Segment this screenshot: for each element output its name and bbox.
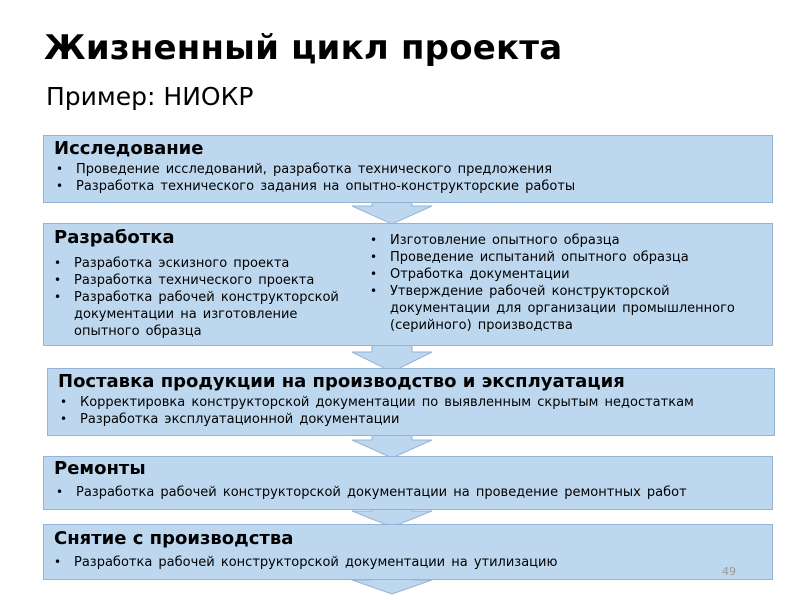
list-item: • Корректировка конструкторской документации по выявленным скрытым недостаткам [56,394,766,411]
stage-development-list-right [366,232,762,334]
list-item: • Утверждение рабочей конструкторской документации для организации промышленного (серийного) производства [366,283,762,334]
stage-production [47,368,775,436]
slide-subtitle: Пример: НИОКР [46,82,254,111]
stage-research-list [52,161,752,195]
stage-development [43,223,773,346]
list-item: • Разработка рабочей конструкторской документации на изготовление опытного образца [50,289,362,340]
stage-development-title: Разработка [54,227,175,248]
stage-repairs-list [52,484,762,501]
list-item: • Разработка рабочей конструкторской документации на утилизацию [50,554,710,571]
list-item: • Разработка эксплуатационной документации [56,411,766,428]
arrow-decommissioning-end [352,578,432,596]
stage-decommissioning-list [50,554,710,571]
list-item: • Проведение испытаний опытного образца [366,249,762,266]
list-item: • Отработка документации [366,266,762,283]
stage-repairs [43,456,773,510]
stage-production-title: Поставка продукции на производство и эксплуатация [58,371,625,392]
stage-decommissioning-title: Снятие с производства [54,528,294,549]
stage-repairs-title: Ремонты [54,458,146,479]
slide-title: Жизненный цикл проекта [44,28,563,68]
list-item: • Изготовление опытного образца [366,232,762,249]
list-item: • Разработка технического задания на опытно-конструкторские работы [52,178,752,195]
list-item: • Разработка эскизного проекта [50,255,362,272]
stage-development-list-left [50,255,362,340]
list-item: • Проведение исследований, разработка технического предложения [52,161,752,178]
stage-research [43,135,773,203]
list-item: • Разработка технического проекта [50,272,362,289]
page-number: 49 [722,565,736,578]
list-item: • Разработка рабочей конструкторской документации на проведение ремонтных работ [52,484,762,501]
stage-research-title: Исследование [54,138,204,159]
stage-decommissioning [43,524,773,580]
stage-production-list [56,394,766,428]
